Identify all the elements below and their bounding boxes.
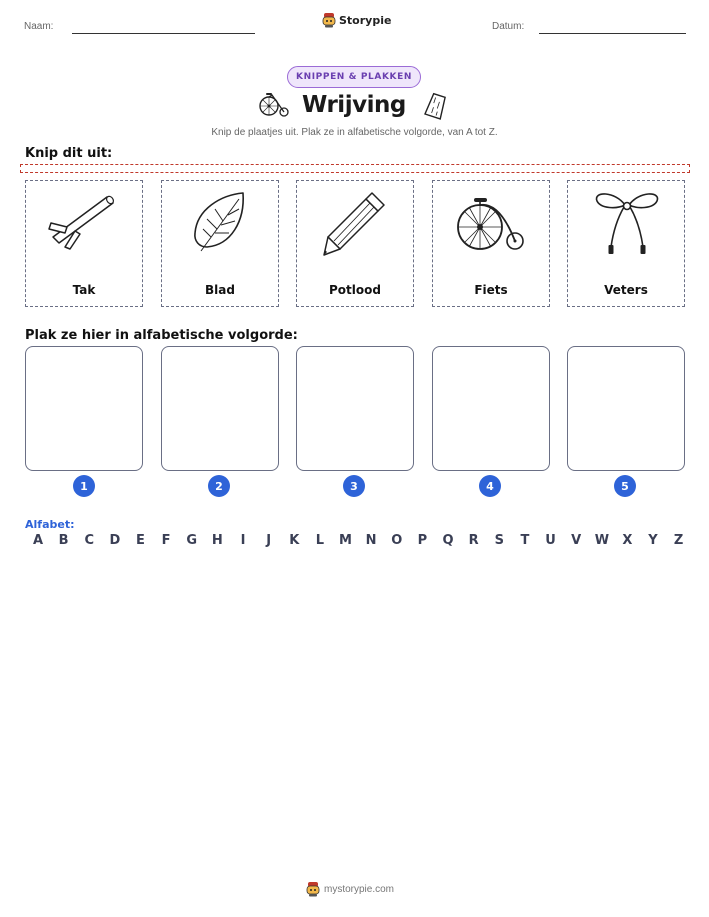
- cut-card-potlood[interactable]: [296, 180, 414, 307]
- alphabet-letter: O: [391, 533, 403, 548]
- card-label: Tak: [72, 283, 96, 297]
- brand-name: Storypie: [339, 13, 392, 27]
- wood-log-icon: [424, 92, 448, 120]
- twig-icon: [45, 189, 125, 259]
- cut-card-blad[interactable]: [161, 180, 279, 307]
- alphabet-letter: Q: [442, 533, 454, 548]
- footer: [306, 881, 394, 897]
- alphabet-letter: T: [520, 533, 530, 548]
- alphabet-letter: Z: [673, 533, 684, 548]
- name-label: Naam:: [24, 21, 54, 32]
- alphabet-letter: Y: [648, 533, 658, 548]
- position-number-3: 3: [343, 475, 365, 497]
- alphabet-letter: D: [109, 533, 121, 548]
- alphabet-letter: G: [186, 533, 198, 548]
- paste-box-2[interactable]: [161, 346, 279, 471]
- paste-box-3[interactable]: [296, 346, 414, 471]
- pencil-icon: [316, 189, 396, 259]
- alphabet-letter: V: [571, 533, 582, 548]
- alphabet-letter: L: [315, 533, 325, 548]
- alphabet-letter: E: [136, 533, 145, 548]
- instructions: Knip de plaatjes uit. Plak ze in alfabetische volgorde, van A tot Z.: [211, 127, 498, 138]
- position-number-4: 4: [479, 475, 501, 497]
- alphabet-letter: N: [365, 533, 377, 548]
- alphabet-label: Alfabet:: [25, 518, 75, 531]
- cut-card-fiets[interactable]: [432, 180, 550, 307]
- alphabet-letter: M: [339, 533, 352, 548]
- card-label: Fiets: [474, 283, 508, 297]
- alphabet-letter: U: [545, 533, 556, 548]
- activity-tag: KNIPPEN & PLAKKEN: [287, 66, 421, 88]
- name-line[interactable]: [72, 33, 255, 34]
- card-label: Potlood: [329, 283, 381, 297]
- alphabet-letter: S: [494, 533, 504, 548]
- position-number-5: 5: [614, 475, 636, 497]
- paste-box-1[interactable]: [25, 346, 143, 471]
- brand-logo: [322, 12, 391, 28]
- cut-card-veters[interactable]: [567, 180, 685, 307]
- alphabet-letter: C: [84, 533, 95, 548]
- cut-section-heading: Knip dit uit:: [25, 146, 113, 161]
- paste-box-5[interactable]: [567, 346, 685, 471]
- alphabet-letter: J: [266, 533, 272, 548]
- alphabet-letter: R: [468, 533, 479, 548]
- storypie-mascot-icon: [322, 12, 336, 28]
- alphabet-letter: H: [211, 533, 223, 548]
- cut-line: [20, 164, 690, 173]
- shoelace-icon: [587, 189, 667, 259]
- penny-farthing-bicycle-icon: [258, 92, 290, 118]
- alphabet-row: [31, 533, 686, 548]
- alphabet-letter: A: [32, 533, 44, 548]
- storypie-mascot-icon: [306, 881, 320, 897]
- alphabet-letter: B: [58, 533, 69, 548]
- alphabet-letter: K: [289, 533, 300, 548]
- alphabet-letter: F: [161, 533, 171, 548]
- footer-site[interactable]: mystorypie.com: [324, 883, 395, 895]
- card-label: Blad: [205, 283, 235, 297]
- penny-farthing-bicycle-icon: [452, 189, 532, 259]
- date-line[interactable]: [539, 33, 686, 34]
- alphabet-letter: P: [417, 533, 428, 548]
- worksheet-title: Wrijving: [302, 92, 406, 118]
- alphabet-letter: X: [622, 533, 633, 548]
- leaf-icon: [181, 189, 261, 259]
- alphabet-letter: W: [594, 533, 610, 548]
- cut-card-tak[interactable]: [25, 180, 143, 307]
- alphabet-letter: I: [240, 533, 246, 548]
- position-number-1: 1: [73, 475, 95, 497]
- date-label: Datum:: [492, 21, 525, 32]
- position-number-2: 2: [208, 475, 230, 497]
- paste-box-4[interactable]: [432, 346, 550, 471]
- paste-section-heading: Plak ze hier in alfabetische volgorde:: [25, 328, 298, 343]
- card-label: Veters: [604, 283, 648, 297]
